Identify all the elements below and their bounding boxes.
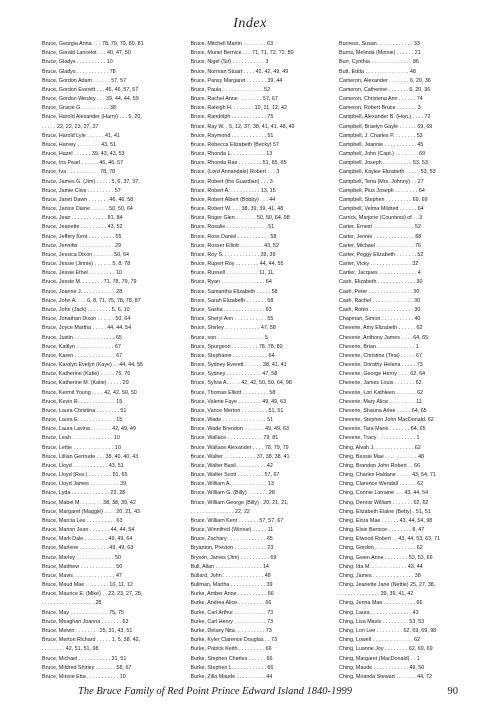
index-entry: Bruce, Hazel . . . . . . 39, 43, 43, 53 xyxy=(42,151,125,158)
index-entry: Bruce, Gordon Everett . . . 46, 46, 57, 57 xyxy=(42,86,139,93)
index-entry: Ching, Gordon . . . . . . . . . . . . . . 62 xyxy=(339,545,423,552)
index-entry: Bruce, Lloyd James . . . . . . . . . . 39 xyxy=(42,481,127,488)
index-entry: Bruce, Michael . . . . . . . . . . . 31, 51 xyxy=(42,655,127,662)
index-entry: Cameron, Robert Bruce . . . . . . . 3 xyxy=(339,105,421,112)
index-entry: Ching, Gwen Anne . . . . . . . . 53, 53, 66 xyxy=(339,554,433,561)
index-entry: Burns, Melinda (Minnie) . . . . . . 21 xyxy=(339,50,421,57)
index-entry: Bruce, Lillian Gertrude . . . 38, 40, 40, 43 xyxy=(42,453,139,460)
index-entry: Bruce, Robert W. . . . 38, 39, 39, 41, 48 xyxy=(190,206,284,213)
index-entry: Bruce, Matthew . . . . . . . . . . . . 50 xyxy=(42,563,123,570)
index-entry: Bruce, Samantha Elizabeth . . . . . 58 xyxy=(190,288,278,295)
index-entry: Bruce, Laura E. . . . . . . . . . . . . 15 xyxy=(42,417,123,424)
index-entry: Cheverie, James Louis . . . . . . . 62 xyxy=(339,380,422,387)
index-entry: Bruce, Nigel (Sir) . . . . . . . . . . . 3 xyxy=(190,59,269,66)
index-entry: Bruce, Janice Diane . . . . . . 50, 50, 64 xyxy=(42,206,133,213)
index-entry: Bruce, Gordon Wesley . . . 39, 44, 44, 59 xyxy=(42,96,139,103)
index-entry: Bruce, Rupert Roy . . . . . . . . 44, 44, 55 xyxy=(190,261,284,268)
index-entry: Ching, Elizabeth Elaine (Betty) . 51, 51 xyxy=(339,508,431,515)
index-entry: Bruce, Gracie G. . . . . . . . . . 38 xyxy=(42,105,116,112)
index-entry: Bruce, Norman Stuart . . . . 42, 42, 49, 49 xyxy=(190,68,289,75)
index-entry: Bruce, Ryan . . . . . . . . . . . . . . . 64 xyxy=(190,279,272,286)
index-entry: Ching, Bessie Mae . . . . . . . . . . . 48 xyxy=(339,453,424,460)
index-entry: Bruce, Jeffery Kent . . . . . . . . . 55 xyxy=(42,233,122,240)
index-entry: Bruce, William George (Billy) . 20, 21, 21, xyxy=(190,499,289,506)
index-entry: Bruce, Paula . . . . . . . . . . . . . . 52 xyxy=(190,86,271,93)
index-entry: Bruce, Karolyn Evelyn (Kaye) . . 44, 44, 55 xyxy=(42,362,143,369)
index-entry: Burke, Amber Anne . . . . . . . . . . 66 xyxy=(190,591,274,598)
index-entry: Cash, Peter . . . . . . . . . . . . . . . 30 xyxy=(339,288,420,295)
index-entry: Cheverie, Tracy . . . . . . . . . . . . . 1 xyxy=(339,435,420,442)
index-entry: Campbell, J. Charles P. . . . . . . . 53 xyxy=(339,132,423,139)
index-entry: Burke, Zilla Maude . . . . . . . . . . 44 xyxy=(190,673,273,680)
index-entry: Bruce, Walter . . . . . . . . . . . 37, 38, 38, 41 xyxy=(190,453,290,460)
index-entry: Cheverie, Dorothy Helena . . . . . 73 xyxy=(339,362,423,369)
page-title: Index xyxy=(233,16,267,31)
index-entry: Ching, Maude . . . . . . . . . . . . 49, 50 xyxy=(339,664,425,671)
index-entry: Burke, Kyler Clarence Douglas . . 73 xyxy=(190,637,277,644)
index-entry: Bullman, Martha . . . . . . . . . . . . 39 xyxy=(190,582,273,589)
index-entry: Bruce, Sydney . . . . . . . . . . . . 47, 58 xyxy=(190,371,278,378)
index-entry: Bullard, John . . . . . . . . . . . . . . 48 xyxy=(190,572,271,579)
index-entry: Bruce, Laura Lavina . . . . . . . 42, 49, 49 xyxy=(42,426,136,433)
index-entry: Ching, Alvah J. . . . . . . . . . . . . . 62 xyxy=(339,444,421,451)
index-entry: Ching, Lori Lee . . . . . . . . . 62, 69, 69, 98 xyxy=(339,628,437,634)
index-entry: Bruce, Sarah Elizabeth . . . . . . . 58 xyxy=(190,297,274,304)
index-entry: Bruce, Rachel Anne . . . . . . . . 57, 67 xyxy=(190,96,278,103)
index-entry: Bruce, Jessica Dixon . . . . . . . 50, 64 xyxy=(42,251,130,258)
index-entry: Campbell, Braelyn Gayle . . . . . . 69, 69 xyxy=(339,123,433,130)
index-entry: Bryanton, Preston . . . . . . . . . . . 23 xyxy=(190,545,274,552)
index-entry: Ching, Dennis William . . . . . . . 62, 62 xyxy=(339,499,429,506)
index-entry: Cartier, Jacques . . . . . . . . . . . . . 4 xyxy=(339,270,421,277)
index-entry: Bruce, Melvin . . . . . . . . 25, 31, 43, 51 xyxy=(42,628,133,634)
index-entry: Bruce, Roger Glen . . . . . . . 50, 50, 64, 98 xyxy=(190,215,290,222)
index-entry: Bruce, William Kent . . . . . . . 57, 57, 67 xyxy=(190,517,284,524)
index-entry: Bruce, Joyce Martha . . . . . 44, 44, 54 xyxy=(42,325,132,332)
index-entry: Bruce, Ray W. . 5, 12, 37, 38, 41, 41, 48, 49 xyxy=(190,123,295,130)
index-entry: Bruce, Spurgeon . . . . . . . . . 78, 78, 80 xyxy=(190,343,283,350)
index-entry: Cheverie, Tara Marie . . . . . . . 64, 65 xyxy=(339,426,426,433)
index-entry: Campbell, Jeannie . . . . . . . . . . . 45 xyxy=(339,141,424,148)
index-entry: Bruce, Katherine (Katie) . . . . . 75, 76 xyxy=(42,371,131,378)
index-entry: Campbell, Pius Joseph . . . . . . . . 64 xyxy=(339,187,425,194)
index-entry: Ching, Jeanette Jane (Nettie) 25, 27, 38, xyxy=(339,582,436,589)
index-entry: Ching, Charles Haldane . . . . . 43, 54, 71 xyxy=(339,472,436,479)
index-entry: Bruce, Kermit Young . . . . 42, 42, 50, 50 xyxy=(42,389,137,396)
index-entry: Bruce, Marion Jean . . . . . . . 44, 44, 54 xyxy=(42,527,135,534)
index-entry: Campbell, Alexander B. (Hon.) . . . . 72 xyxy=(339,114,431,121)
index-entry: Bruce, Lloyd (Rev.) . . . . . . . . 51, 65 xyxy=(42,472,128,479)
index-entry: Bruce, Harvey . . . . . . . . 43, 51 xyxy=(42,141,116,148)
index-entry: Ching, Jenna Mae . . . . . . . . . . . 66 xyxy=(339,600,423,607)
index-entry: Bruce, Jessie M. . . . . . . . 71, 78, 79, 79 xyxy=(42,279,137,286)
index-entry: Bruce, Winnifred (Winnie) . . . . . 11 xyxy=(190,527,274,534)
index-column-2 xyxy=(191,41,326,681)
index-entry: Bruce, Robert (the Guardian) . . . 3 xyxy=(190,178,273,185)
index-entry: Bruce, Muriel Bernice . . . 71, 71, 72, 72, 80 xyxy=(190,50,294,57)
index-entry: Bruce, son . . . . . . . . . . . . . . . . 5 xyxy=(190,334,269,341)
index-entry: Bruce, Rhonda Rae . . . . . . . . 51, 65, 65 xyxy=(190,160,287,167)
index-entry: Burke, Patrick Keith . . . . . . . . . 66 xyxy=(190,646,272,653)
index-entry: Cheverie, Mary Alice . . . . . . . . . 11 xyxy=(339,398,422,405)
index-column-1 xyxy=(42,41,177,681)
index-entry: Chapman, Simon . . . . . . . . . . . 40 xyxy=(339,316,421,323)
index-entry: Ching, Luanne Joy . . . . . . . . 62, 69, 69 xyxy=(339,646,433,653)
index-entry: . . . . . . . . . . . . . . . . . . 28 xyxy=(42,600,102,607)
page-footer xyxy=(0,685,500,701)
index-entry: Bruce, Mabel M. . . . . . . . 38, 38, 39, 42 xyxy=(42,499,136,506)
index-entry: Bruce, Laura Christina . . . . . . . . 51 xyxy=(42,407,127,414)
index-entry: Bruce, Pansy Margaret . . . . . . . 39, 44 xyxy=(190,77,283,84)
index-entry: Cameron, Alexander . . . . . . . 6, 20, 36 xyxy=(339,77,431,84)
index-entry: Bruce, William A. . . . . . . . . . . . . 13 xyxy=(190,481,274,488)
index-entry: . . . . . . . . . . . . . . 39, 39, 41, 42 xyxy=(339,591,414,598)
index-entry: Bruce, Rosser Elliott . . . . . . . . 43, 52 xyxy=(190,242,280,249)
index-entry: Bruce, Walter Basil . . . . . . . . . . 42 xyxy=(190,462,273,469)
index-entry: . . . . . 22, 22, 23, 27, 37 xyxy=(42,123,99,130)
index-entry: Bruce, Lettie . . . . . . . . . . . . . . 10 xyxy=(42,444,122,451)
index-entry: Bruce, Gladys . . . . . . . . . . . 78 xyxy=(42,68,116,75)
index-entry: Bruce, Raymond . . . . . . . . . . . . 51 xyxy=(190,132,274,139)
index-entry: Ching, James . . . . . . . . . . . . . . 38 xyxy=(339,572,421,579)
index-entry: Burke, Stephen Charles . . . . . . 66 xyxy=(190,655,273,662)
index-entry: Bruce, Gordon Adam . . . . . . 57, 57 xyxy=(42,77,127,84)
index-entry: Cameron, Christena Ann . . . . . . 74 xyxy=(339,96,423,103)
index-entry: Ching, Brandon John Robert . . 66 xyxy=(339,462,421,469)
index-entry: Bruce, Roy S. . . . . . . . . . . . . 39, 39 xyxy=(190,251,276,258)
index-entry: Carter, Peggy Elizabeth . . . . . . . 52 xyxy=(339,251,424,258)
index-entry: Bruce, Rosalie . . . . . . . . . . . . . . 51 xyxy=(190,224,275,231)
index-entry: Bruce, Justin . . . . . . . . . . . . . . 65 xyxy=(42,334,122,341)
index-entry: Ching, Ida M. . . . . . . . . . . . . 43, 44 xyxy=(339,563,423,570)
index-entry: Bruce, Vance Merton . . . . . . . . . 51, 51 xyxy=(190,407,284,414)
index-entry: Bruce, Margaret (Maggie) . . . . 20, 21, 43 xyxy=(42,508,141,515)
index-entry: Bruce, Stephanie . . . . . . . . . . . . 64 xyxy=(190,352,275,359)
index-entry: Ching, Connie Lorraine . . . 43, 44, 54 xyxy=(339,490,429,497)
index-entry: Butt, Edda . . . . . . . . . . . . . . . 48 xyxy=(339,68,416,75)
index-entry: Bruce, Rhonda L. . . . . . . . . . . . 13 xyxy=(190,151,273,158)
index-entry: Bruce, Meaghan Joanna . . . . . . . 63 xyxy=(42,618,129,625)
index-entry: Campbell, Tena (Mrs. Johnny) . . 27 xyxy=(339,178,424,185)
index-entry: Carter, Michael . . . . . . . . . . . . . 76 xyxy=(339,242,421,249)
index-entry: Campbell, Kaylee Elizabeth . . . . . 53, 53 xyxy=(339,169,436,176)
index-entry: Bruce, Randolph . . . . . . . . . . . . 75 xyxy=(190,114,274,121)
index-entry: Bruce, Jessie Ethel . . . . . . . . . 10 xyxy=(42,270,122,277)
index-entry: Bruce, (Lord Annandale) Robert . . . 3 xyxy=(190,169,280,176)
index-entry: Ching, Clarence Wendall . . . . . . 62 xyxy=(339,481,424,488)
index-entry: Bruce, Wallace Alexander . . . . 78, 79, 79 xyxy=(190,444,289,451)
index-entry: Bruce, Zachary . . . . . . . . . . . . . 65 xyxy=(190,536,273,543)
index-entry: Cash, Robin . . . . . . . . . . . . . . . 30 xyxy=(339,306,421,313)
index-entry: Bruce, Shirley . . . . . . . . . . . . 47, 58 xyxy=(190,325,276,332)
index-entry: Bruce, Jessie (Jinnie) . . . . . . 5, 8, 78 xyxy=(42,261,131,268)
index-entry: Burke, Andrea Alice . . . . . . . . . 66 xyxy=(190,600,272,607)
index-entry: Bruce, James G. (Jim) . . . . . 5, 6, 37, 37, xyxy=(42,178,140,185)
index-entry: Bruce, Mitchell Martin . . . . . . . . 63 xyxy=(190,41,274,47)
index-entry: Bryson, James (Jim) . . . . . . . . . . 69 xyxy=(190,554,277,561)
index-entry: Bruce, Merton Richard . . . . . 1, 5, 38, 42, xyxy=(42,637,141,644)
index-entry: Bruce, Gerald Lancelot . . . 40, 47, 50 xyxy=(42,50,131,57)
index-entry: Bruce, Harold Alexander (Harry) . . . 5, 20, xyxy=(42,114,142,121)
index-entry: Bruce, Ross Daniel . . . . . . . . . . . 58 xyxy=(190,233,277,240)
index-entry: Bruce, Thomas Elliott . . . . . . . . . 58 xyxy=(190,389,276,396)
index-column-3 xyxy=(339,41,474,681)
index-entry: Bruce, William G. (Billy) . . . . . . . 28 xyxy=(190,490,275,497)
index-entry: Ching, Laura . . . . . . . . . . . . . . 43 xyxy=(339,609,419,616)
index-entry: Bull, Allan . . . . . . . . . . . . . . . . 14 xyxy=(190,563,269,570)
index-entry: Carter, Ernest . . . . . . . . . . . . . . 52 xyxy=(339,224,421,231)
index-entry: Bruce, Robert Albert (Bobby) . . . 44 xyxy=(190,196,276,203)
index-entry: Bruce, Wade . . . . . . . . . . . . . . . 51 xyxy=(190,417,274,424)
index-entry: Bruce, Russell . . . . . . . . . . . 11, 11, xyxy=(190,270,275,277)
index-entry: Campbell, Joseph . . . . . . . . . . 53, 53 xyxy=(339,160,428,167)
index-entry: Bruce, Jean . . . . . . . . . . . . 81, 84 xyxy=(42,215,123,222)
index-entry: Ching, Miranda Stewart . . . . . . . 44, 72 xyxy=(339,673,432,680)
index-entry: Bruce, Wade Brendon . . . . . . . 49, 49, 63 xyxy=(190,426,289,433)
index-entry: Burke, Delsey Nita . . . . . . . . . . 73 xyxy=(190,628,272,634)
index-entry: Bruce, Marcia Lee . . . . . . . . . . 63 xyxy=(42,517,123,524)
index-entry: Bruce, Joanne J. . . . . . . . . . . . 28 xyxy=(42,288,123,295)
index-entry: Bruce, Maud Mae . . . . . . . . 10, 11, 12 xyxy=(42,582,133,589)
index-entry: Bruce, Lloyd . . . . . . . . . . . . 43, 51 xyxy=(42,462,124,469)
index-entry: Ching, Lisa Mavis . . . . . . . . . 53, 53 xyxy=(339,618,425,625)
index-entry: Cameron, Catherine . . . . . . . 6, 20, 36 xyxy=(339,86,431,93)
index-entry: Bruce, Sasha . . . . . . . . . . . . . . 63 xyxy=(190,306,272,313)
index-entry: Bruce, Sydney Everett . . . . . . 38, 41, 41 xyxy=(190,362,287,369)
index-entry: Burr, Cynthia . . . . . . . . . . . . . . 86 xyxy=(339,59,419,66)
index-entry: Bruce, Mildred Shirley . . . . . . . 58, 67 xyxy=(42,664,132,671)
index-entry: Bruce, John (Jack) . . . . . . . . 5, 6, 10 xyxy=(42,306,130,313)
index-entry: Carter, Jennie . . . . . . . . . . . . . . 68 xyxy=(339,233,422,240)
index-entry: Cheverie, Christine (Tina) . . . . . 67 xyxy=(339,352,422,359)
index-entry: Cheverie, George Henry . . . . 62, 64 xyxy=(339,371,426,378)
index-entry: Bruce, Kevin R. . . . . . . . . . . . . 15 xyxy=(42,398,123,405)
index-entry: Bruce, Lyda . . . . . . . . . . . . . 23, 28 xyxy=(42,490,126,497)
index-entry: Bruce, Georgia Anna . . . 78, 79, 79, 80, 81 xyxy=(42,41,144,47)
index-entry: Bruce, Rebecca Elizabeth (Becky) 57 xyxy=(190,141,280,148)
index-entry: Campbell, Stephen . . . . . . . . . 69, 69 xyxy=(339,196,428,203)
index-entry: Bruce, Sheryl Ann . . . . . . . . . . . 55 xyxy=(190,316,274,323)
index-entry: Bruce, Jeanette . . . . . . . . . 43, 52 xyxy=(42,224,123,231)
index-entry: . . . . . . . . . . . . . . . 22, 22 xyxy=(190,508,250,515)
index-entry: Bruce, Iris Pearl . . . . . . 46, 46, 57 xyxy=(42,160,124,167)
index-entry: Ching, Elwood Robert . . 43, 44, 53, 63, 71 xyxy=(339,536,441,543)
index-entry: . . . . . . . . 42, 51, 51, 98 xyxy=(42,646,99,653)
index-entry: Bruce, John A. . . . 6, 8, 71, 75, 78, 78, 87 xyxy=(42,297,141,304)
index-entry: Burke, Carl Henry . . . . . . . . . . . 73 xyxy=(190,618,274,625)
index-entry: Bruce, Harold Lyle . . . . . . 41, 41 xyxy=(42,132,120,139)
index-entry: Ching, Elora Mae . . . . . . 43, 44, 54, 98 xyxy=(339,517,433,524)
index-entry: Ching, Margaret (MacDonald) . . 1 xyxy=(339,655,420,662)
index-entry: Ching, Lowell . . . . . . . . . . . . . . 62 xyxy=(339,637,421,644)
index-entry: Bruce, Sylvia A. . . . . 42, 42, 50, 50, 64, 98 xyxy=(190,380,292,387)
index-entry: Bruce, Marlene . . . . . . . . . . 49, 49, 63 xyxy=(42,545,134,552)
index-entry: Bruce, Marley . . . . . . . . . . . . . 50 xyxy=(42,554,121,561)
index-entry: Carrick, Marjorie (Countess) of . . 3 xyxy=(339,215,423,222)
index-entry: Cheverie, Shauna Arlee . . . . . 64, 65 xyxy=(339,407,427,414)
index-entry: Bruce, Kaitlyn . . . . . . . . . . . . . 67 xyxy=(42,343,121,350)
index-entry: Bruce, Walter Scott . . . . . . . . . 57, 67 xyxy=(190,472,280,479)
index-entry: Bruce, Katherine M. (Katie) . . . . . 29 xyxy=(42,380,129,387)
index-entry: Ching, Elsie Bernice . . . . . . . . 8, 47 xyxy=(339,527,425,534)
index-entry: Bruce, Janet Dawn . . . . . . . 46, 46, 58 xyxy=(42,196,134,203)
index-entry: Bruce, May . . . . . . . . . . . . . 75, 75 xyxy=(42,609,124,616)
index-entry: Cash, Rachel . . . . . . . . . . . . . . 30 xyxy=(339,297,421,304)
index-entry: Bruce, Jonathan Dixon . . . . . . 50, 64 xyxy=(42,316,131,323)
index-entry: Cheverie, Lori Kathleen . . . . . . . 62 xyxy=(339,389,424,396)
index-entry: Bruce, Robert A. . . . . . . . . . . 13, 15 xyxy=(190,187,276,194)
index-entry: Cheverie, Amy Elizabeth . . . . . . 62 xyxy=(339,325,423,332)
index-entry: Carter, Vicky . . . . . . . . . . . . . . 32 xyxy=(339,261,419,268)
index-entry: Cheverie, Brian . . . . . . . . . . . . . 1 xyxy=(339,343,419,350)
index-entry: Campbell, John (Capt.) . . . . . . . . 69 xyxy=(339,151,426,158)
index-entry: Burness, Susan . . . . . . . . . . . . 33 xyxy=(339,41,420,47)
index-entry: Cheverie, Stephen John MacDonald. 62 xyxy=(339,417,434,424)
index-entry: Cash, Elizabeth . . . . . . . . . . . . . 30 xyxy=(339,279,423,286)
index-entry: Bruce, Gladys . . . . . . . . . . 10 xyxy=(42,59,113,66)
index-entry: Bruce, Jamie Clive . . . . . . . . . 57 xyxy=(42,187,121,194)
footer-title: The Bruce Family of Red Point Prince Edward Island 1840-1999 xyxy=(78,686,353,697)
index-entry: Bruce, Minnie Etta . . . . . . . . . . . 10 xyxy=(42,673,126,680)
index-entry: Cheverie, Anthony James . . . . 64, 65 xyxy=(339,334,429,341)
index-entry: Bruce, Mavis . . . . . . . . . . . . . . 47 xyxy=(42,572,122,579)
index-entry: Campbell, Velma Mildred . . . . . . 64 xyxy=(339,206,424,213)
index-entry: Bruce, Valerie Faye . . . . . . . . 49, 49, 63 xyxy=(190,398,287,405)
index-entry: Bruce, Jennifer . . . . . . . . . . . . 29 xyxy=(42,242,122,249)
index-entry: Bruce, Raleigh H. . . . . . . . 10, 11, 12, 42 xyxy=(190,105,287,112)
index-entry: Bruce, Maurice E. (Mike) . . 22, 23, 27, 28, xyxy=(42,591,143,598)
index-entry: Bruce, Wallace . . . . . . . . . . . . 79, 81 xyxy=(190,435,279,442)
index-entry: Bruce, Iva . . . . . . . . . . . 78, 78 xyxy=(42,169,116,176)
index-entry: Burke, Carl Arthur . . . . . . . . . . . 73 xyxy=(190,609,274,616)
index-entry: Bruce, Mark Dale . . . . . . . . 49, 49, 64 xyxy=(42,536,133,543)
index-entry: Bruce, Leah . . . . . . . . . . . . . . 10 xyxy=(42,435,120,442)
index-entry: Bruce, Karen . . . . . . . . . . . . . . 67 xyxy=(42,352,123,359)
index-columns xyxy=(42,41,474,681)
page-number: 90 xyxy=(447,686,458,697)
index-entry: Burke, Stephen L. . . . . . . . . . . . 66 xyxy=(190,664,274,671)
